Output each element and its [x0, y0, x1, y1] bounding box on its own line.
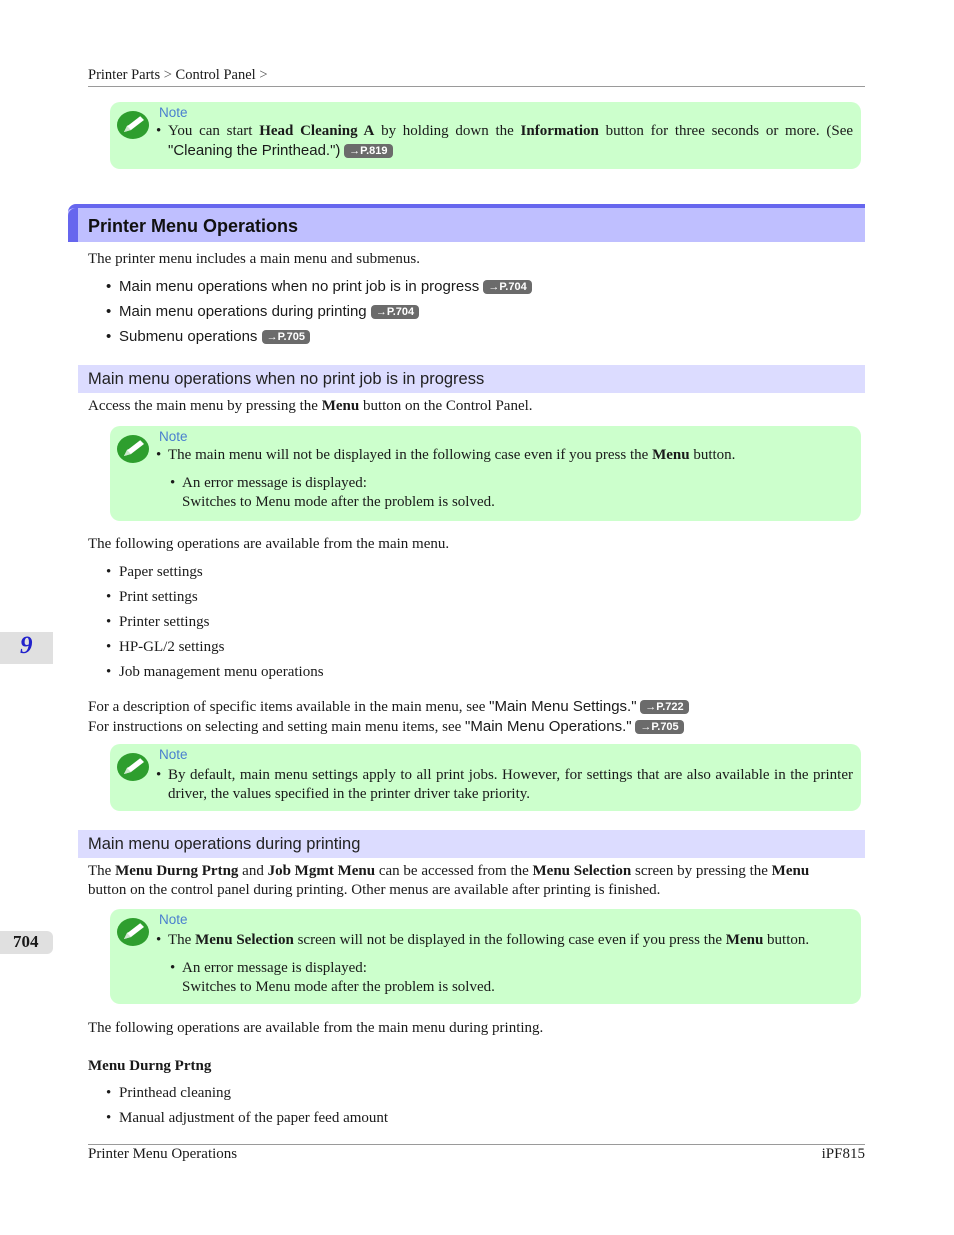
footer-model-name: iPF815	[821, 1146, 865, 1162]
note-label: Note	[159, 429, 188, 444]
paragraph: For a description of specific items available in the main menu, see "Main Menu Settings." →P.722 For instructions on selecting and setting main menu items, see "Main Menu Operations." →P.705	[88, 697, 865, 737]
page-ref-link[interactable]: →P.704	[483, 280, 531, 294]
heading-accent	[68, 208, 78, 242]
section-intro: The printer menu includes a main menu and submenus.	[88, 251, 420, 267]
list-item: • Print settings	[106, 588, 324, 613]
link-label[interactable]: Submenu operations	[119, 328, 258, 345]
subsection-title: Main menu operations when no print job is in progress	[88, 370, 485, 388]
note-label: Note	[159, 747, 188, 762]
note-box	[110, 102, 861, 169]
list-item	[106, 327, 532, 352]
note-label: Note	[159, 105, 188, 120]
note-pencil-icon	[116, 434, 150, 464]
note-sub-bullet: • An error message is displayed: Switches to Menu mode after the problem is solved.	[156, 959, 853, 997]
note-body	[156, 931, 853, 997]
list-item: • Job management menu operations	[106, 663, 324, 688]
page-ref-link[interactable]: →P.704	[371, 305, 419, 319]
subsection-heading	[78, 830, 865, 858]
breadcrumb-separator: >	[163, 67, 172, 83]
note-sub-bullet: • An error message is displayed: Switches to Menu mode after the problem is solved.	[156, 474, 853, 512]
section-heading	[68, 204, 865, 242]
note-box	[110, 744, 861, 811]
note-body	[156, 446, 853, 512]
breadcrumb	[88, 67, 268, 84]
footer-rule	[88, 1144, 865, 1145]
note-bullet: • You can start Head Cleaning A by holding down the Information button for three seconds or more. (See "Cleaning the Printhead.") →P.819	[156, 122, 853, 161]
list-item: • Printer settings	[106, 613, 324, 638]
list-item: • Paper settings	[106, 563, 324, 588]
note-box	[110, 426, 861, 521]
footer-section-title: Printer Menu Operations	[88, 1146, 238, 1162]
list-item: • HP-GL/2 settings	[106, 638, 324, 663]
chapter-number: 9	[20, 632, 33, 659]
paragraph: The Menu Durng Prtng and Job Mgmt Menu can be accessed from the Menu Selection screen by pressing the Menu button on the control panel during printing. Other menus are available after printing is finished.	[88, 863, 810, 898]
page-ref-link[interactable]: →P.722	[640, 700, 688, 714]
list-item: • Manual adjustment of the paper feed amount	[106, 1109, 388, 1134]
section-link-list	[106, 277, 532, 352]
subsection-title: Main menu operations during printing	[88, 835, 361, 853]
page-ref-link[interactable]: →P.705	[262, 330, 310, 344]
page-ref-link[interactable]: →P.819	[344, 144, 392, 158]
page-number: 704	[13, 932, 39, 951]
subsection-heading	[78, 365, 865, 393]
note-body	[156, 766, 853, 804]
header-rule	[88, 86, 865, 87]
paragraph: The following operations are available from the main menu during printing.	[88, 1020, 544, 1036]
page-ref-link[interactable]: →P.705	[635, 720, 683, 734]
section-title: Printer Menu Operations	[88, 216, 299, 236]
page-number-tab	[0, 931, 53, 954]
operations-list	[106, 563, 324, 688]
list-item: • Printhead cleaning	[106, 1084, 388, 1109]
link-label[interactable]: "Main Menu Settings."	[489, 698, 637, 715]
menu-items-list	[106, 1084, 388, 1134]
breadcrumb-printer-parts[interactable]: Printer Parts	[88, 67, 161, 83]
note-box	[110, 909, 861, 1004]
paragraph: The following operations are available from the main menu.	[88, 536, 450, 552]
link-label[interactable]: Main menu operations when no print job is in progress	[119, 278, 480, 295]
menu-subheading: Menu Durng Prtng	[88, 1058, 212, 1074]
link-label[interactable]: Main menu operations during printing	[119, 303, 367, 320]
note-body	[156, 122, 853, 161]
paragraph: Access the main menu by pressing the Menu button on the Control Panel.	[88, 398, 533, 414]
breadcrumb-control-panel[interactable]: Control Panel	[175, 67, 256, 83]
link-label[interactable]: "Main Menu Operations."	[465, 718, 632, 735]
note-bullet: • The Menu Selection screen will not be displayed in the following case even if you press the Menu button.	[156, 931, 853, 950]
note-bullet: • The main menu will not be displayed in the following case even if you press the Menu button.	[156, 446, 853, 465]
note-pencil-icon	[116, 110, 150, 140]
note-pencil-icon	[116, 917, 150, 947]
list-item	[106, 302, 532, 327]
note-pencil-icon	[116, 752, 150, 782]
note-bullet: • By default, main menu settings apply to all print jobs. However, for settings that are also available in the printer driver, the values specified in the printer driver take priority.	[156, 766, 853, 804]
chapter-tab[interactable]	[0, 632, 53, 664]
breadcrumb-separator: >	[259, 67, 268, 83]
list-item	[106, 277, 532, 302]
note-label: Note	[159, 912, 188, 927]
